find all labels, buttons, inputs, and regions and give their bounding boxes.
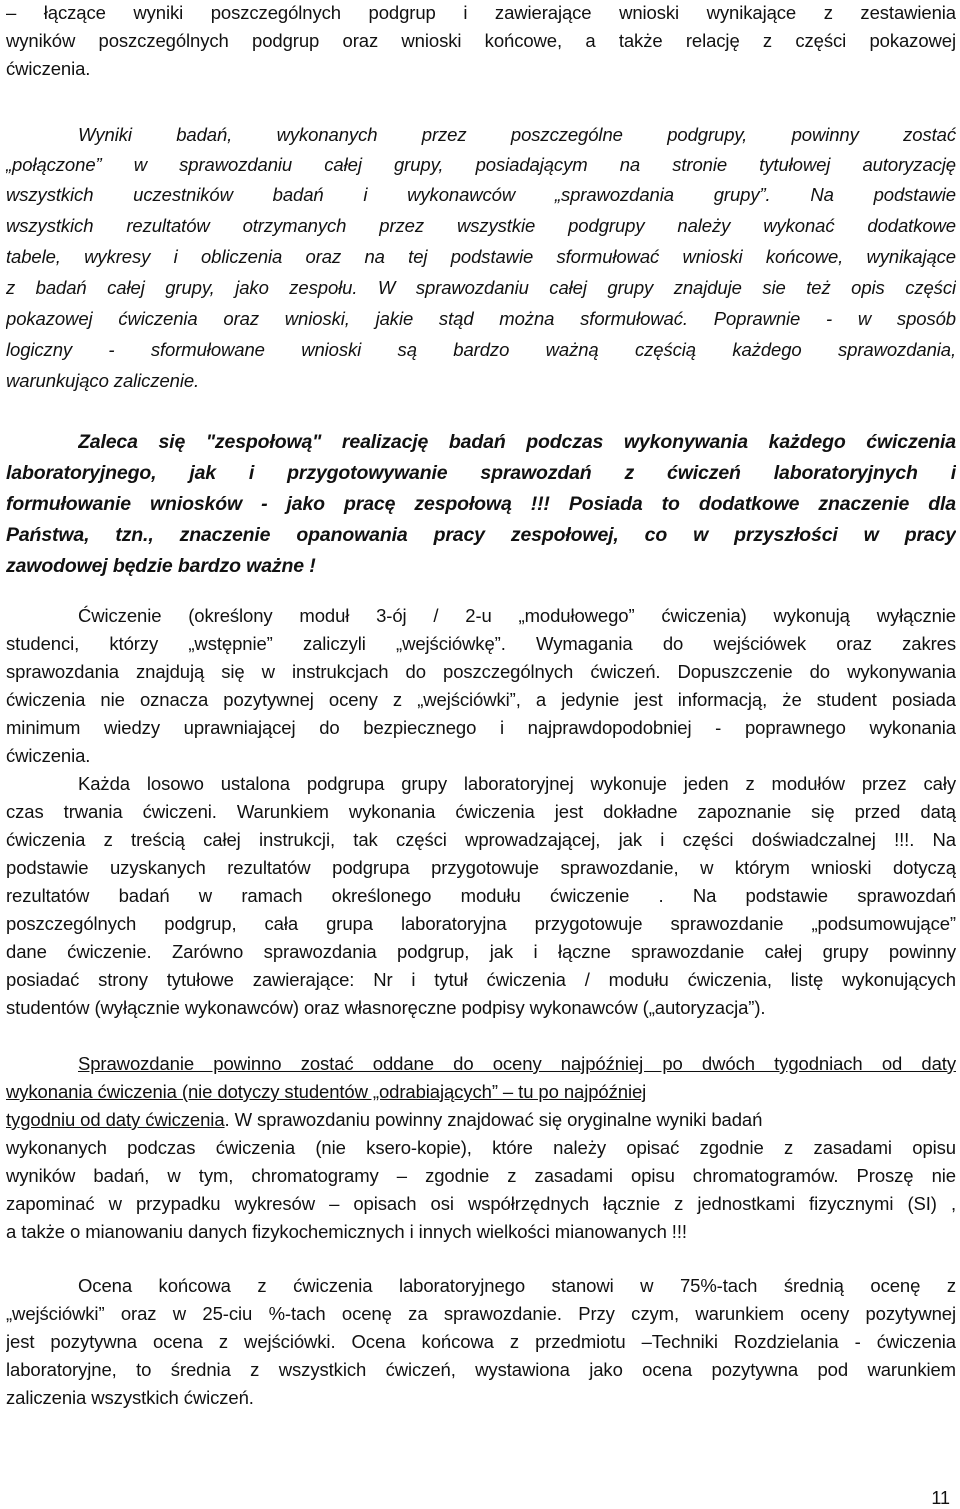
text-line: z badań całej grupy, jako zespołu. W sprawozdaniu całej grupy znajduje sie też opis części — [6, 277, 956, 298]
text-line: sprawozdania znajdują się w instrukcjach do poszczególnych ćwiczeń. Dopuszczenie do wykonywania — [6, 661, 956, 682]
text-line: podstawie uzyskanych rezultatów podgrupa przygotowuje sprawozdanie, w którym wnioski dotyczą — [6, 857, 956, 878]
text-line: Zaleca się "zespołową" realizację badań podczas wykonywania każdego ćwiczenia — [78, 431, 956, 453]
page-number: 11 — [931, 1488, 950, 1508]
text-line: dane ćwiczenie. Zarówno sprawozdania podgrup, jak i łączne sprawozdanie całej grupy powinny — [6, 941, 956, 962]
text-line: ćwiczenia. — [6, 58, 91, 79]
text-line: studentów (wyłącznie wykonawców) oraz własnoręczne podpisy wykonawców („autoryzacja”). — [6, 997, 766, 1018]
text-line: laboratoryjne, to średnia z wszystkich ćwiczeń, wystawiona jako ocena pozytywna pod warunkiem — [6, 1359, 956, 1380]
text-line: wyników poszczególnych podgrup oraz wnioski końcowe, a także relację z części pokazowej — [6, 30, 956, 51]
text-line: zaliczenia wszystkich ćwiczeń. — [6, 1387, 254, 1408]
text-line: posiadać strony tytułowe zawierające: Nr i tytuł ćwiczenia / modułu ćwiczenia, listę wykonujących — [6, 969, 956, 990]
text-line: wykonania ćwiczenia (nie dotyczy studentów „odrabiających” – tu po najpóźniej — [6, 1081, 647, 1102]
text-line: a także o mianowaniu danych fizykochemicznych i innych wielkości mianowanych !!! — [6, 1221, 687, 1242]
text-line: „połączone” w sprawozdaniu całej grupy, posiadającym na stronie tytułowej autoryzację — [6, 154, 956, 175]
text-line: wykonanych podczas ćwiczenia (nie ksero-kopie), które należy opisać zgodnie z zasadami opisu — [6, 1137, 956, 1158]
text-line: zawodowej będzie bardzo ważne ! — [6, 555, 316, 577]
text-line: Państwa, tzn., znaczenie opanowania pracy zespołowej, co w przyszłości w pracy — [6, 524, 956, 546]
text-line: laboratoryjnego, jak i przygotowywanie sprawozdań z ćwiczeń laboratoryjnych i — [6, 462, 956, 484]
text-line: „wejściówki” oraz w 25-ciu %-tach ocenę za sprawozdanie. Przy czym, warunkiem oceny pozytywnej — [6, 1303, 956, 1324]
text-line: rezultatów badań w ramach określonego modułu ćwiczenie . Na podstawie sprawozdań — [6, 885, 956, 906]
text-line: ćwiczenia nie oznacza pozytywnej oceny z „wejściówki”, a jedynie jest informacją, że student posiada — [6, 689, 956, 710]
text-line: Ocena końcowa z ćwiczenia laboratoryjnego stanowi w 75%-tach średnią ocenę z — [78, 1275, 956, 1296]
text-line: ćwiczenia z treścią całej instrukcji, tak części wprowadzającej, jak i części doświadczalnej !!!. Na — [6, 829, 956, 850]
text-line: Każda losowo ustalona podgrupa grupy laboratoryjnej wykonuje jeden z modułów przez cały — [78, 773, 956, 794]
text-line: pokazowej ćwiczenia oraz wnioski, jakie stąd można sformułować. Poprawnie - w sposób — [6, 308, 956, 329]
text-line: tabele, wykresy i obliczenia oraz na tej podstawie sformułować wnioski końcowe, wynikające — [6, 246, 956, 267]
text-line: Wyniki badań, wykonanych przez poszczególne podgrupy, powinny zostać — [78, 124, 956, 145]
document-page — [6, 0, 956, 1509]
text-line: logiczny - sformułowane wnioski są bardzo ważną częścią każdego sprawozdania, — [6, 339, 956, 360]
text-line: wszystkich rezultatów otrzymanych przez wszystkie podgrupy należy wykonać dodatkowe — [6, 215, 956, 236]
text-line — [6, 1108, 956, 1132]
text-line: wyników badań, w tym, chromatogramy – zgodnie z zasadami opisu chromatogramów. Proszę nie — [6, 1165, 956, 1186]
underlined-deadline: tygodniu od daty ćwiczenia — [6, 1109, 225, 1130]
text-line: zapominać w przypadku wykresów – opisach osi współrzędnych łącznie z jednostkami fizycznymi (SI) , — [6, 1193, 956, 1214]
text-span: . W sprawozdaniu powinny znajdować się oryginalne wyniki badań — [224, 1109, 763, 1130]
text-line: minimum wiedzy uprawniającej do bezpiecznego i najprawdopodobniej - poprawnego wykonania — [6, 717, 956, 738]
text-line: ćwiczenia. — [6, 745, 91, 766]
text-line: Ćwiczenie (określony moduł 3-ój / 2-u „modułowego” ćwiczenia) wykonują wyłącznie — [78, 605, 956, 626]
text-line: studenci, którzy „wstępnie” zaliczyli „wejściówkę”. Wymagania do wejściówek oraz zakres — [6, 633, 956, 654]
text-line: jest pozytywna ocena z wejściówki. Ocena końcowa z przedmiotu –Techniki Rozdzielania - ćwiczenia — [6, 1331, 956, 1352]
text-line: czas trwania ćwiczeni. Warunkiem wykonania ćwiczenia jest dokładne zapoznanie się przed datą — [6, 801, 956, 822]
text-line: Sprawozdanie powinno zostać oddane do oceny najpóźniej po dwóch tygodniach od daty — [78, 1053, 956, 1074]
text-line: poszczególnych podgrup, cała grupa laboratoryjna przygotowuje sprawozdanie „podsumowujące” — [6, 913, 956, 934]
text-line: warunkująco zaliczenie. — [6, 370, 200, 391]
text-line: wszystkich uczestników badań i wykonawców „sprawozdania grupy”. Na podstawie — [6, 184, 956, 205]
text-line: formułowanie wniosków - jako pracę zespołową !!! Posiada to dodatkowe znaczenie dla — [6, 493, 956, 515]
text-line: – łączące wyniki poszczególnych podgrup i zawierające wnioski wynikające z zestawienia — [6, 2, 956, 23]
